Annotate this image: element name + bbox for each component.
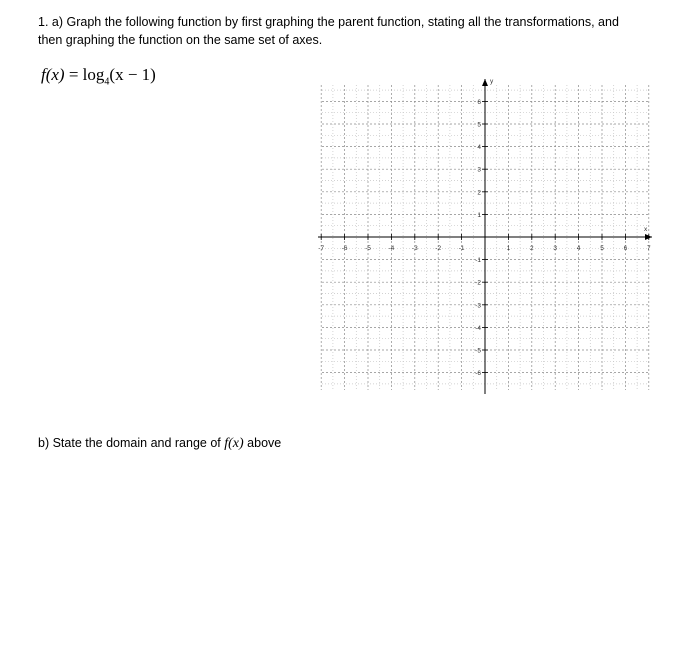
- x-tick-label: 3: [553, 245, 558, 252]
- x-tick-label: 1: [506, 245, 511, 252]
- y-tick-label: 5: [477, 121, 481, 129]
- x-axis-label: x: [644, 226, 648, 233]
- y-tick-label: -2: [475, 279, 481, 287]
- y-tick-label: 2: [477, 189, 481, 197]
- x-tick-label: -3: [411, 245, 418, 252]
- y-tick-label: 3: [477, 166, 481, 174]
- x-tick-label: 6: [623, 245, 628, 252]
- function-arg: (x − 1): [109, 65, 156, 84]
- x-tick-label: -4: [388, 245, 395, 252]
- y-axis-arrow-icon: [482, 79, 488, 86]
- question-b-text: [38, 436, 281, 452]
- x-tick-label: -1: [458, 245, 465, 252]
- log-base: 4: [104, 76, 110, 88]
- x-tick-label: -2: [435, 245, 442, 252]
- y-tick-label: 6: [477, 98, 481, 106]
- y-tick-label: -3: [475, 302, 481, 310]
- x-tick-label: 4: [576, 245, 581, 252]
- x-tick-label: 5: [600, 245, 604, 252]
- x-tick-label: -5: [365, 245, 371, 252]
- question-a-text: 1. a) Graph the following function by first graphing the parent function, stating all the transformations, and then graphing the function on the same set of axes.: [38, 15, 619, 47]
- y-tick-label: -5: [475, 347, 481, 355]
- function-eq: = log: [64, 65, 105, 84]
- question-b-func: f(x): [224, 436, 244, 451]
- x-tick-label: -7: [318, 245, 325, 252]
- y-axis-label: y: [490, 78, 494, 85]
- x-tick-label: 2: [529, 245, 534, 252]
- y-tick-label: -1: [475, 257, 481, 265]
- question-b-prefix: b) State the domain and range of: [38, 436, 225, 450]
- y-tick-label: -6: [475, 370, 481, 378]
- x-tick-label: 7: [646, 245, 651, 252]
- x-tick-label: -6: [341, 245, 348, 252]
- function-lhs: f(x): [41, 65, 65, 84]
- y-tick-label: -4: [475, 324, 481, 332]
- question-b-suffix: above: [243, 436, 282, 450]
- y-tick-label: 4: [477, 144, 481, 152]
- y-tick-label: 1: [477, 211, 481, 219]
